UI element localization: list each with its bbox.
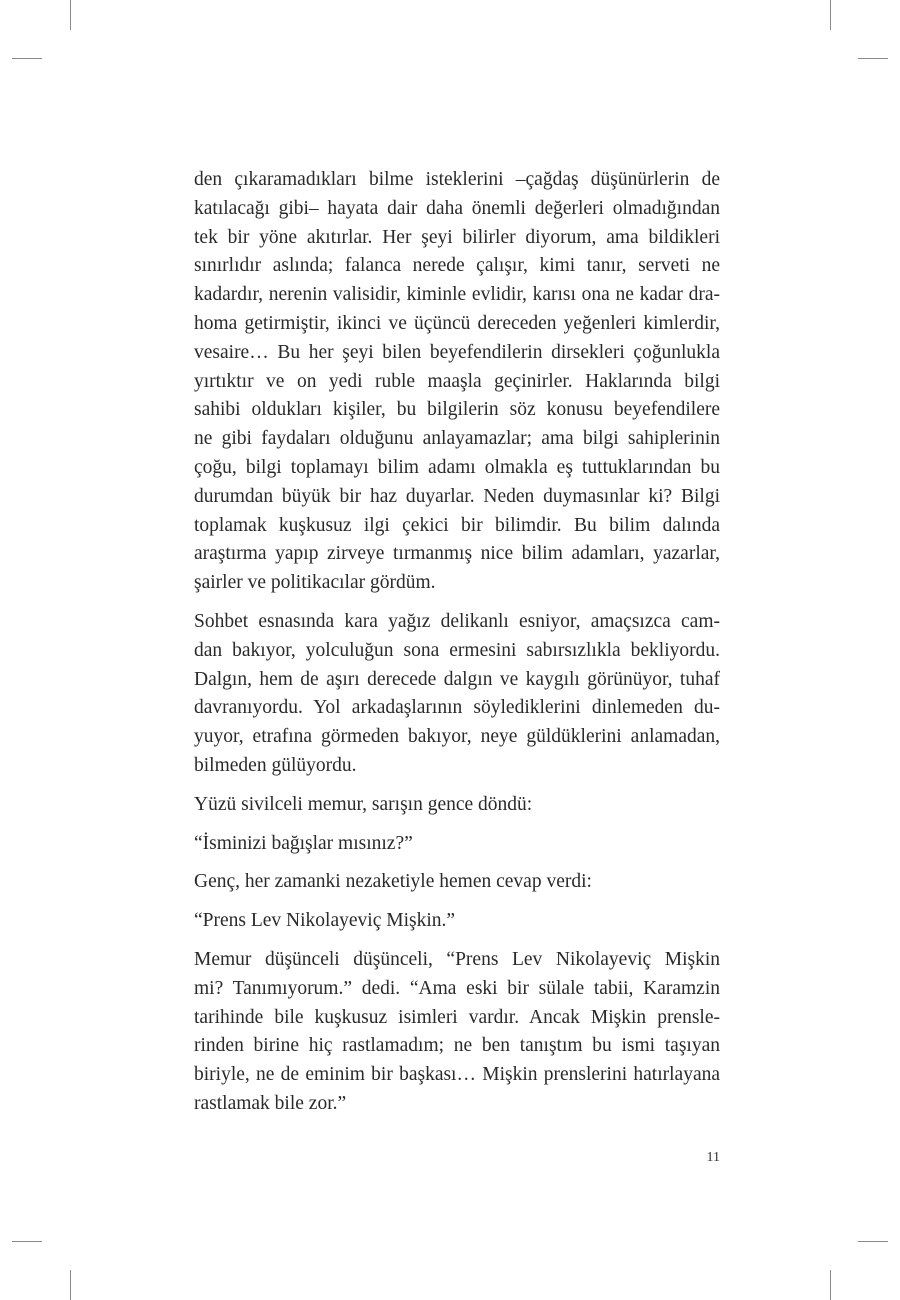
body-text (194, 166, 720, 1119)
text-line: sınırlıdır aslında; falanca nerede çalışır, kimi tanır, serveti ne (194, 255, 720, 277)
text-line: çoğu, bilgi toplamayı bilim adamı olmakla eş tuttuklarından bu (194, 456, 720, 478)
text-line: katılacağı gibi– hayata dair daha önemli değerleri olmadığından (194, 197, 720, 219)
paragraph (194, 907, 720, 936)
text-line: tarihinde bile kuşkusuz isimleri vardır. Ancak Mişkin prensle- (194, 1006, 720, 1028)
text-line: durumdan büyük bir haz duyarlar. Neden duymasınlar ki? Bilgi (194, 485, 720, 507)
text-line: şairler ve politikacılar gördüm. (194, 572, 436, 594)
text-line: tek bir yöne akıtırlar. Her şeyi bilirler diyorum, ama bildikleri (194, 226, 720, 248)
text-line: Sohbet esnasında kara yağız delikanlı esniyor, amaçsızca cam- (194, 610, 720, 632)
crop-mark-top-left-horizontal (12, 58, 42, 59)
text-line: homa getirmiştir, ikinci ve üçüncü dereceden yeğenleri kimlerdir, (194, 312, 720, 334)
text-line: araştırma yapıp zirveye tırmanmış nice bilim adamları, yazarlar, (194, 543, 720, 565)
text-line: den çıkaramadıkları bilme isteklerini –çağdaş düşünürlerin de (194, 169, 720, 190)
crop-mark-bottom-left-vertical (70, 1270, 71, 1300)
text-line: bilmeden gülüyordu. (194, 754, 357, 776)
text-line: toplamak kuşkusuz ilgi çekici bir bilimdir. Bu bilim dalında (194, 514, 720, 536)
text-line: Yüzü sivilceli memur, sarışın gence döndü: (194, 793, 533, 815)
crop-mark-top-right-vertical (830, 0, 831, 30)
paragraph (194, 166, 720, 598)
text-line: mi? Tanımıyorum.” dedi. “Ama eski bir sülale tabii, Karamzin (194, 977, 720, 999)
text-line: yuyor, etrafına görmeden bakıyor, neye güldüklerini anlamadan, (194, 726, 720, 748)
text-line: rinden birine hiç rastlamadım; ne ben tanıştım bu ismi taşıyan (194, 1035, 720, 1057)
paragraph (194, 608, 720, 781)
crop-mark-top-left-vertical (70, 0, 71, 30)
text-line: kadardır, nerenin valisidir, kiminle evlidir, karısı ona ne kadar dra- (194, 284, 720, 306)
crop-mark-top-right-horizontal (858, 58, 888, 59)
text-line: Dalgın, hem de aşırı derecede dalgın ve kaygılı görünüyor, tuhaf (194, 668, 720, 690)
text-line: “İsminizi bağışlar mısınız?” (194, 832, 413, 854)
text-line: Genç, her zamanki nezaketiyle hemen cevap verdi: (194, 871, 592, 893)
text-line: biriyle, ne de eminim bir başkası… Mişkin prenslerini hatırlayana (194, 1064, 720, 1086)
text-line: “Prens Lev Nikolayeviç Mişkin.” (194, 910, 456, 932)
text-line: vesaire… Bu her şeyi bilen beyefendilerin dirsekleri çoğunlukla (194, 341, 720, 363)
page-number: 11 (706, 1150, 720, 1165)
paragraph (194, 868, 720, 897)
paragraph (194, 946, 720, 1119)
crop-mark-bottom-right-horizontal (858, 1241, 888, 1242)
text-line: ne gibi faydaları olduğunu anlayamazlar; ama bilgi sahiplerinin (194, 428, 720, 450)
paragraph (194, 791, 720, 820)
text-line: davranıyordu. Yol arkadaşlarının söylediklerini dinlemeden du- (194, 697, 720, 719)
text-line: Memur düşünceli düşünceli, “Prens Lev Nikolayeviç Mişkin (194, 948, 720, 970)
text-line: sahibi oldukları kişiler, bu bilgilerin söz konusu beyefendilere (194, 399, 720, 421)
crop-mark-bottom-left-horizontal (12, 1241, 42, 1242)
crop-mark-bottom-right-vertical (830, 1270, 831, 1300)
text-line: dan bakıyor, yolculuğun sona ermesini sabırsızlıkla bekliyordu. (194, 639, 720, 661)
text-line: yırtıktır ve on yedi ruble maaşla geçinirler. Haklarında bilgi (194, 370, 720, 392)
paragraph (194, 830, 720, 859)
text-line: rastlamak bile zor.” (194, 1092, 347, 1114)
